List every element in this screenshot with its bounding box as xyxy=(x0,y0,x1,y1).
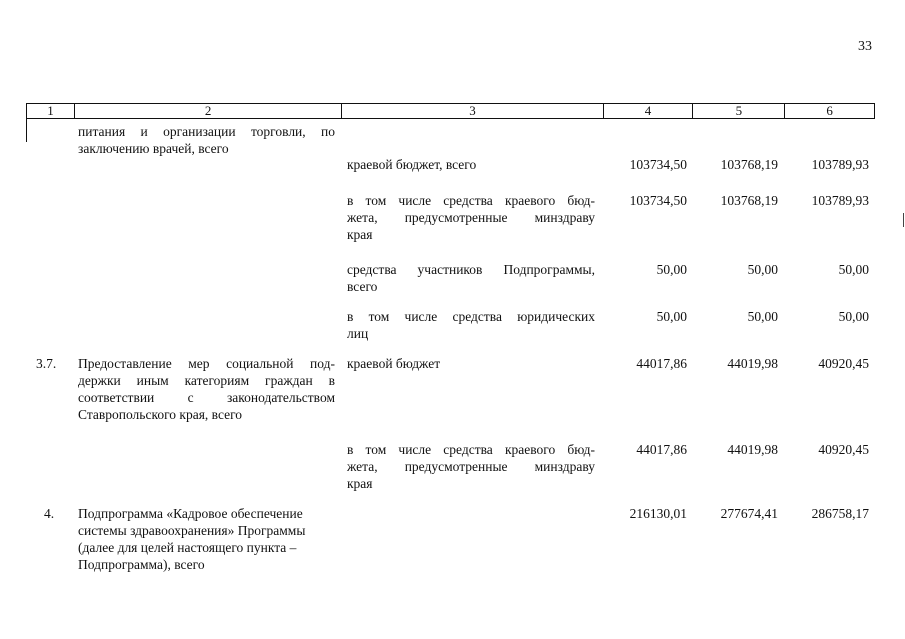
value-col-4: 216130,01 xyxy=(629,506,687,521)
source-line: средства участников Подпрограммы, xyxy=(347,262,595,277)
header-col-2: 2 xyxy=(75,104,342,118)
source-line: края xyxy=(347,476,373,491)
row-name-line: системы здравоохранения» Программы xyxy=(78,523,306,538)
source-line: жета, предусмотренные минздраву xyxy=(347,210,595,225)
header-col-6: 6 xyxy=(826,103,833,118)
value-col-6: 286758,17 xyxy=(811,506,869,521)
header-col-1: 1 xyxy=(27,104,75,118)
value-col-6: 40920,45 xyxy=(818,442,869,457)
value-col-6: 50,00 xyxy=(838,262,869,277)
source-line: краевой бюджет, всего xyxy=(347,157,477,172)
source-line: в том числе средства краевого бюд- xyxy=(347,193,595,208)
value-col-5: 44019,98 xyxy=(727,442,778,457)
header-col-5: 5 xyxy=(693,104,785,118)
value-col-6: 40920,45 xyxy=(818,356,869,371)
row-name-line: Ставропольского края, всего xyxy=(78,407,243,422)
value-col-5: 50,00 xyxy=(747,309,778,324)
row-number: 4. xyxy=(44,506,55,521)
row-name-line: заключению врачей, всего xyxy=(78,141,229,156)
row-name-line: питания и организации торговли, по xyxy=(78,124,335,139)
row-name-line: соответствии с законодательством xyxy=(78,390,335,405)
value-col-6: 103789,93 xyxy=(811,157,869,172)
value-col-4: 44017,86 xyxy=(636,442,687,457)
margin-mark xyxy=(903,213,904,227)
value-col-5: 103768,19 xyxy=(720,193,778,208)
header-col-3: 3 xyxy=(342,104,603,118)
source-line: краевой бюджет xyxy=(347,356,441,371)
value-col-5: 44019,98 xyxy=(727,356,778,371)
row-name-line: Подпрограмма «Кадровое обеспечение xyxy=(78,506,303,521)
source-line: в том числе средства краевого бюд- xyxy=(347,442,595,457)
header-col-4: 4 xyxy=(604,104,694,118)
row-name-line: Подпрограмма), всего xyxy=(78,557,205,572)
value-col-4: 103734,50 xyxy=(629,193,687,208)
value-col-6: 50,00 xyxy=(838,309,869,324)
value-col-5: 277674,41 xyxy=(720,506,778,521)
row-number: 3.7. xyxy=(36,356,57,371)
source-line: лиц xyxy=(347,326,369,341)
value-col-5: 50,00 xyxy=(747,262,778,277)
value-col-4: 50,00 xyxy=(656,309,687,324)
source-line: всего xyxy=(347,279,378,294)
source-line: в том числе средства юридических xyxy=(347,309,595,324)
table-header-row xyxy=(26,103,875,119)
source-line: края xyxy=(347,227,373,242)
source-line: жета, предусмотренные минздраву xyxy=(347,459,595,474)
value-col-4: 103734,50 xyxy=(629,157,687,172)
value-col-6: 103789,93 xyxy=(811,193,869,208)
row-name-line: Предоставление мер социальной под- xyxy=(78,356,335,371)
row-name-line: (далее для целей настоящего пункта – xyxy=(78,540,297,555)
row-name-line: держки иным категориям граждан в xyxy=(78,373,335,388)
page-number: 33 xyxy=(858,39,872,54)
table-left-border xyxy=(26,118,27,142)
value-col-4: 50,00 xyxy=(656,262,687,277)
value-col-4: 44017,86 xyxy=(636,356,687,371)
value-col-5: 103768,19 xyxy=(720,157,778,172)
